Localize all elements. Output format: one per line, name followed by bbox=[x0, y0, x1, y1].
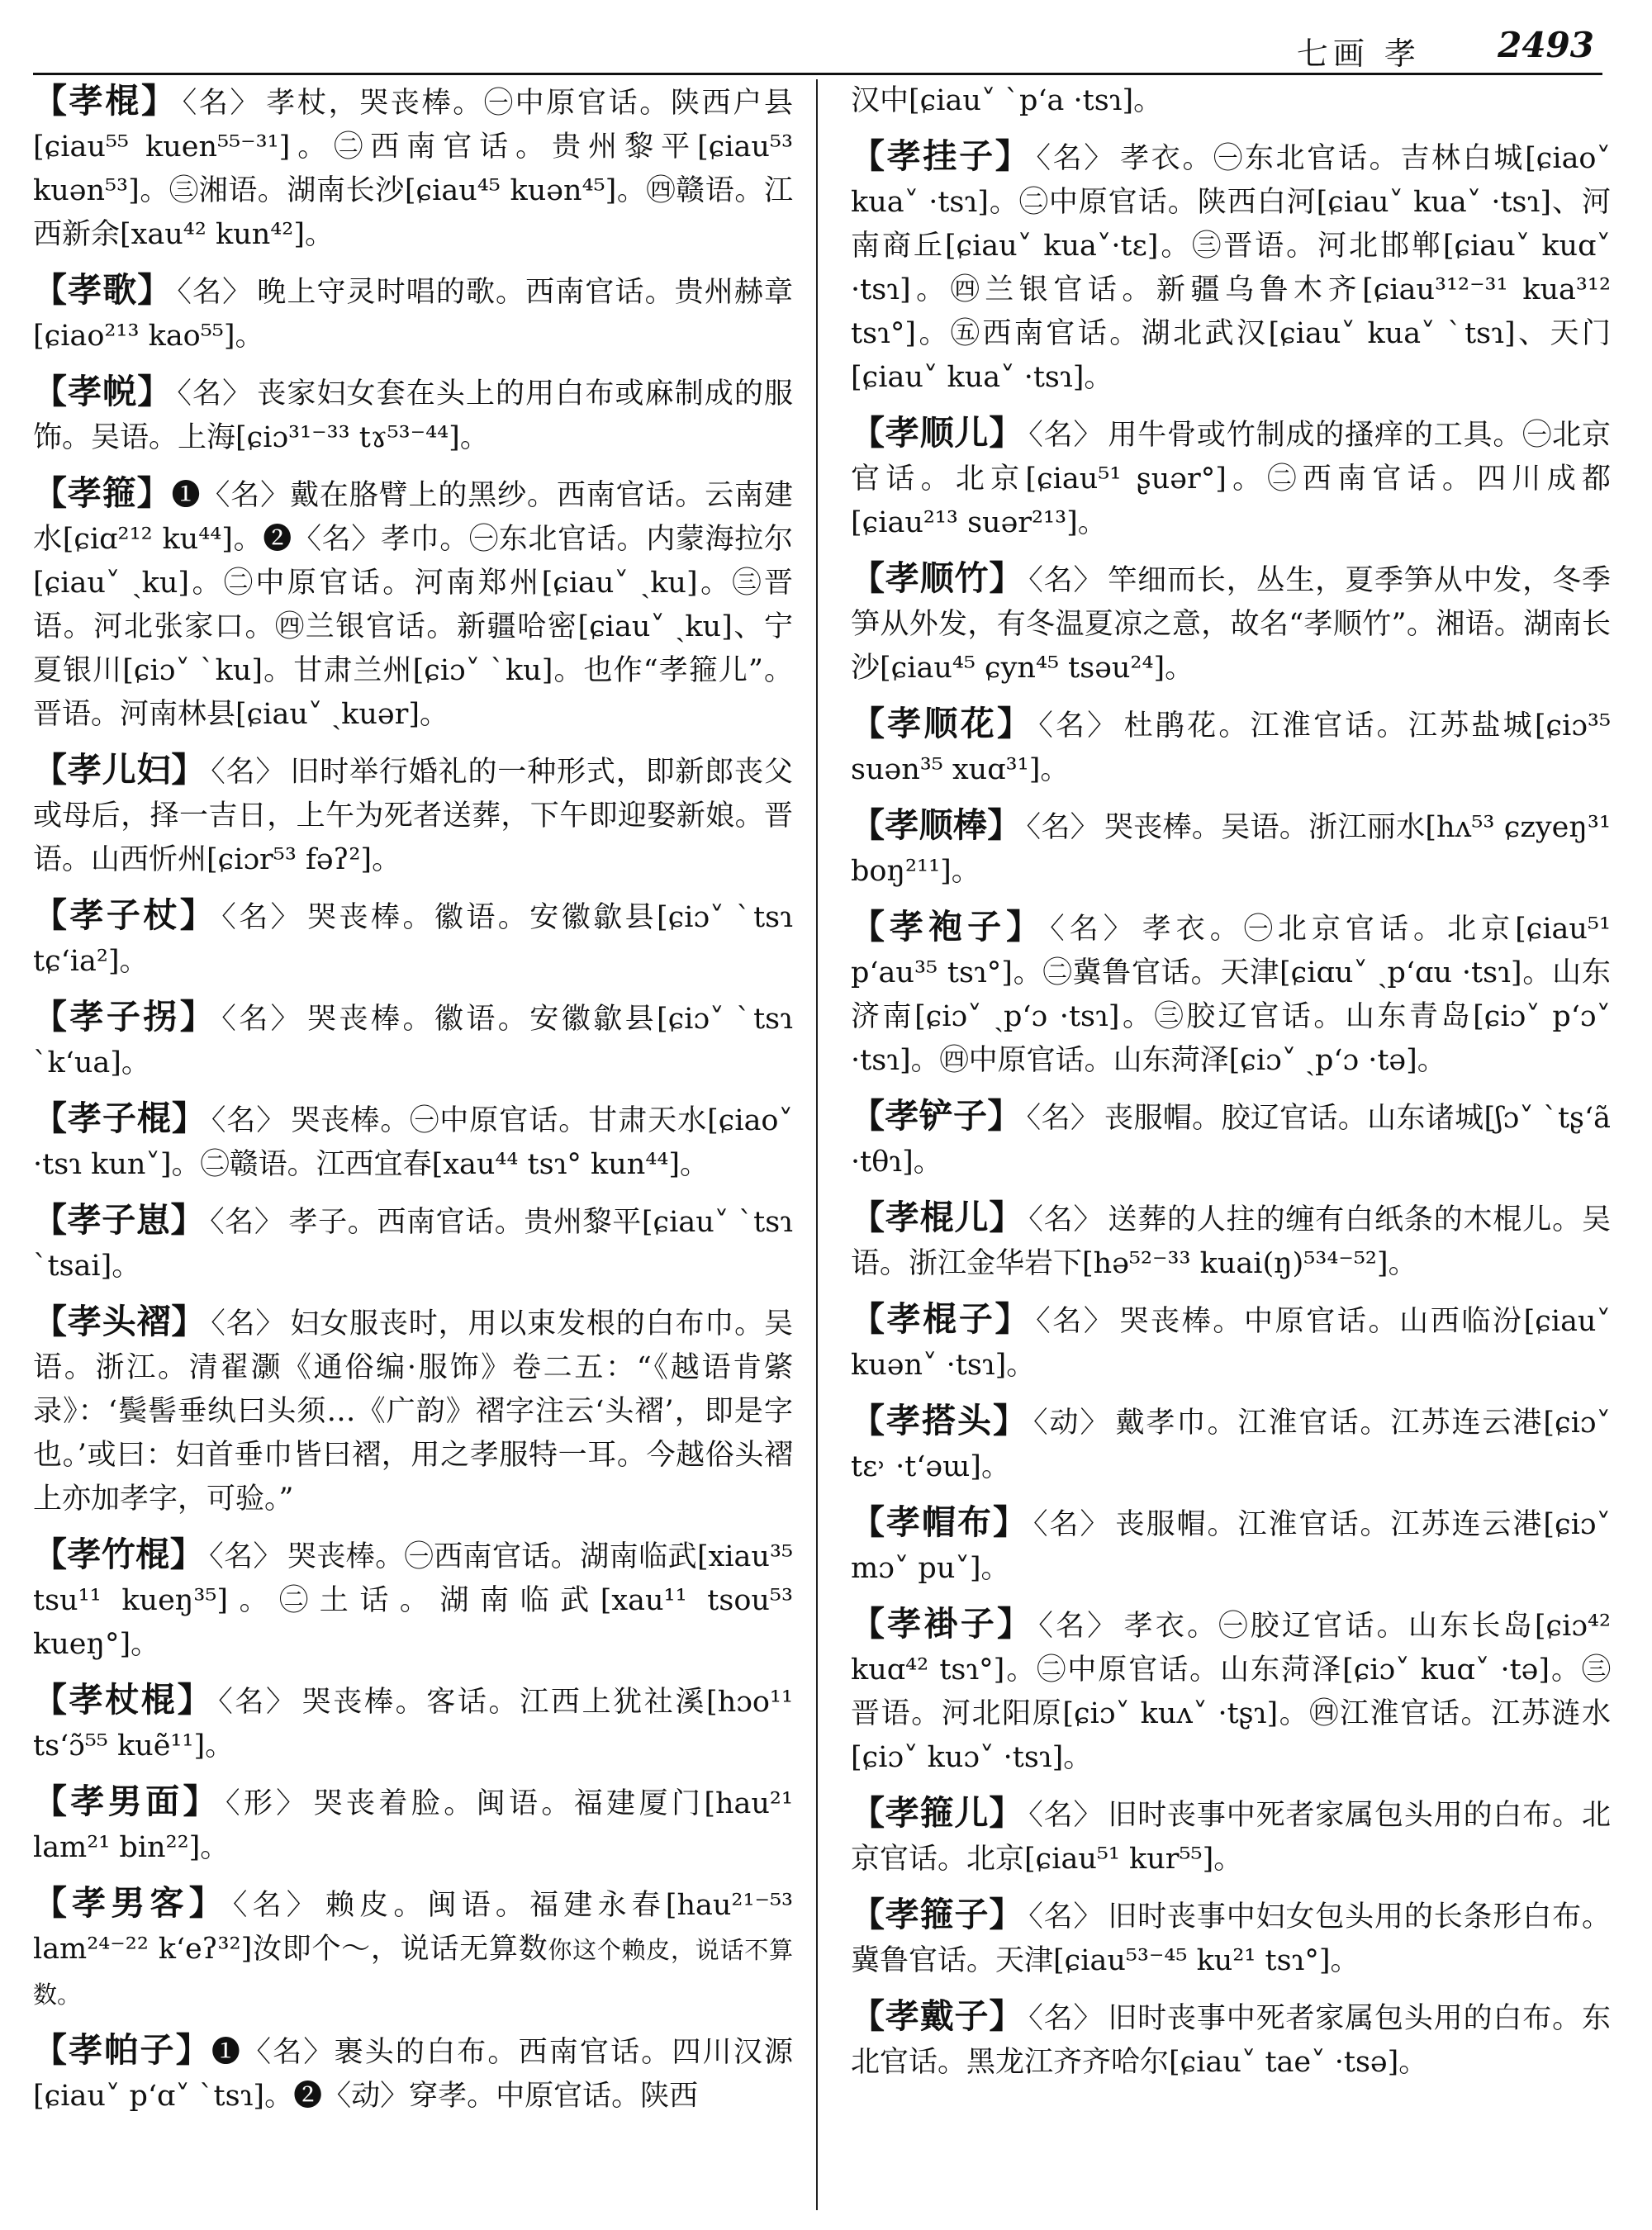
dictionary-entry bbox=[851, 1995, 1611, 2085]
entry-definition: 赖皮。闽语。福建永春[hau²¹⁻⁵³ lam²⁴⁻²² kʻeʔ³²]汝即个～，说话无算数 bbox=[33, 1889, 794, 1966]
entry-headword: 【孝子棍】 bbox=[33, 1098, 206, 1138]
entry-part-of-speech: 〈动〉 bbox=[1032, 1407, 1111, 1440]
entry-headword: 【孝子拐】 bbox=[33, 997, 217, 1037]
entry-definition: 孝衣。㊀北京官话。北京[ɕiau⁵¹ pʻau³⁵ tsɿ°]。㊁冀鲁官话。天津[ɕiɑu˅ ˏpʻɑu ·tsɿ]。山东济南[ɕiɔ˅ ˏpʻɔ ·tsɿ]。㊂胶辽官话。山东青岛[ɕiɔ˅ pʻɔ˅ ·tsɿ]。㊃中原官话。山东菏泽[ɕiɔ˅ ˏpʻɔ ·tə]。 bbox=[851, 913, 1611, 1077]
dictionary-entry bbox=[33, 995, 793, 1085]
dictionary-entry bbox=[33, 1097, 793, 1187]
dictionary-entry bbox=[851, 1893, 1611, 1983]
entry-definition: 哭丧棒。徽语。安徽歙县[ɕiɔ˅ ˋtsɿ ˋkʻua]。 bbox=[33, 1003, 793, 1079]
entry-part-of-speech: 〈名〉 bbox=[1026, 811, 1099, 844]
entry-part-of-speech: 〈名〉 bbox=[1038, 709, 1119, 743]
entry-definition: ❶〈名〉裹头的白布。西南官话。四川汉源[ɕiau˅ pʻɑ˅ ˋtsɿ]。❷〈动〉穿孝。中原官话。陕西 bbox=[33, 2036, 793, 2113]
entry-headword: 【孝铲子】 bbox=[851, 1096, 1022, 1136]
dictionary-entry bbox=[33, 894, 793, 984]
entry-headword: 【孝棍】 bbox=[33, 81, 178, 121]
entry-headword: 【孝男客】 bbox=[33, 1883, 228, 1923]
dictionary-entry bbox=[851, 702, 1611, 792]
entry-definition: 杜鹃花。江淮官话。江苏盐城[ɕiɔ³⁵ suən³⁵ xuɑ³¹]。 bbox=[851, 709, 1611, 786]
entry-definition: ❶〈名〉戴在胳臂上的黑纱。西南官话。云南建水[ɕiɑ²¹² ku⁴⁴]。❷〈名〉孝巾。㊀东北官话。内蒙海拉尔[ɕiau˅ ˏku]。㊁中原官话。河南郑州[ɕiau˅ ˏku]。㊂晋语。河北张家口。㊃兰银官话。新疆哈密[ɕiau˅ ˏku]、宁夏银川[ɕiɔ˅ ˋku]。甘肃兰州[ɕiɔ˅ ˋku]。也作“孝箍儿”。晋语。河南林县[ɕiau˅ ˏkuər]。 bbox=[33, 479, 793, 731]
entry-headword: 【孝歌】 bbox=[33, 270, 173, 310]
dictionary-entry bbox=[851, 411, 1611, 545]
dictionary-entry bbox=[851, 79, 1611, 123]
entry-part-of-speech: 〈名〉 bbox=[182, 87, 262, 120]
entry-definition: 哭丧棒。㊀中原官话。甘肃天水[ɕiao˅ ·tsɿ kun˅]。㊁赣语。江西宜春[xau⁴⁴ tsɿ° kun⁴⁴]。 bbox=[33, 1104, 794, 1181]
entry-headword: 【孝帨】 bbox=[33, 372, 173, 411]
entry-headword: 【孝顺竹】 bbox=[851, 558, 1024, 598]
entry-part-of-speech: 〈名〉 bbox=[177, 377, 253, 410]
dictionary-entry bbox=[33, 1198, 793, 1288]
entry-headword: 【孝帽布】 bbox=[851, 1502, 1028, 1542]
dictionary-entry bbox=[33, 370, 793, 460]
dictionary-entry bbox=[851, 1094, 1611, 1184]
entry-gloss-note: 你这个赖皮，说话不算数。 bbox=[33, 1936, 793, 2009]
entry-headword: 【孝顺儿】 bbox=[851, 413, 1024, 453]
entry-headword: 【孝杖棍】 bbox=[33, 1680, 214, 1720]
entry-part-of-speech: 〈名〉 bbox=[209, 1540, 282, 1573]
entry-headword: 【孝袍子】 bbox=[851, 907, 1046, 947]
entry-headword: 【孝头褶】 bbox=[33, 1302, 206, 1341]
dictionary-entry bbox=[33, 268, 793, 358]
entry-headword: 【孝儿妇】 bbox=[33, 750, 206, 790]
entry-headword: 【孝箍儿】 bbox=[851, 1793, 1024, 1833]
entry-part-of-speech: 〈名〉 bbox=[1028, 419, 1104, 452]
entry-definition: 孝杖，哭丧棒。㊀中原官话。陕西户县[ɕiau⁵⁵ kuen⁵⁵⁻³¹]。㊁西南官话。贵州黎平[ɕiau⁵³ kuən⁵³]。㊂湘语。湖南长沙[ɕiau⁴⁵ kuən⁴⁵]。㊃赣语。江西新余[xau⁴² kun⁴²]。 bbox=[33, 87, 793, 251]
entry-headword: 【孝箍子】 bbox=[851, 1895, 1024, 1934]
dictionary-entry bbox=[851, 1399, 1611, 1489]
entry-part-of-speech: 〈名〉 bbox=[1028, 564, 1104, 597]
dictionary-entry bbox=[33, 472, 793, 737]
page-number: 2493 bbox=[1498, 25, 1594, 65]
entry-definition: 哭丧棒。中原官话。山西临汾[ɕiau˅ kuən˅ ·tsɿ]。 bbox=[851, 1305, 1611, 1382]
entry-definition: 旧时举行婚礼的一种形式，即新郎丧父或母后，择一吉日，上午为死者送葬，下午即迎娶新娘。晋语。山西忻州[ɕiɔr⁵³ fəʔ²]。 bbox=[33, 756, 793, 876]
dictionary-entry bbox=[33, 2028, 793, 2118]
entry-headword: 【孝戴子】 bbox=[851, 1996, 1024, 2036]
entry-headword: 【孝子崽】 bbox=[33, 1200, 206, 1240]
entry-part-of-speech: 〈名〉 bbox=[211, 1307, 286, 1340]
entry-definition: 送葬的人拄的缠有白纸条的木棍儿。吴语。浙江金华岩下[hə⁵²⁻³³ kuai(ŋ)⁵³⁴⁻⁵²]。 bbox=[851, 1203, 1611, 1280]
entry-headword: 【孝挂子】 bbox=[851, 136, 1032, 176]
entry-part-of-speech: 〈名〉 bbox=[1028, 1203, 1104, 1236]
entry-definition: 哭丧棒。㊀西南官话。湖南临武[xiau³⁵ tsu¹¹ kueŋ³⁵]。㊁土话。湖南临武[xau¹¹ tsou⁵³ kueŋ°]。 bbox=[33, 1540, 794, 1661]
dictionary-entry bbox=[851, 135, 1611, 400]
entry-headword: 【孝搭头】 bbox=[851, 1401, 1028, 1440]
dictionary-entry bbox=[851, 557, 1611, 690]
entry-headword: 【孝顺棒】 bbox=[851, 805, 1022, 845]
dictionary-entry bbox=[33, 1300, 793, 1521]
entry-definition: 丧服帽。胶辽官话。山东诸城[ʃɔ˅ ˋtʂʻã ·tθɿ]。 bbox=[851, 1102, 1612, 1179]
entry-definition: 哭丧棒。吴语。浙江丽水[hʌ⁵³ ɕzyeŋ³¹ boŋ²¹¹]。 bbox=[851, 811, 1611, 888]
entry-definition: 哭丧棒。客话。江西上犹社溪[hɔo¹¹ tsʻɔ̃⁵⁵ kuẽ¹¹]。 bbox=[33, 1686, 793, 1763]
dictionary-entry bbox=[33, 748, 793, 882]
entry-definition: 丧服帽。江淮官话。江苏连云港[ɕiɔ˅ mɔ˅ pu˅]。 bbox=[851, 1508, 1611, 1585]
section-title: 七画 孝 bbox=[1296, 36, 1421, 72]
dictionary-entry bbox=[33, 79, 793, 257]
entry-definition: 哭丧着脸。闽语。福建厦门[hau²¹ lam²¹ bin²²]。 bbox=[33, 1787, 793, 1864]
entry-part-of-speech: 〈名〉 bbox=[1038, 1610, 1119, 1643]
entry-part-of-speech: 〈名〉 bbox=[221, 901, 303, 934]
dictionary-entry bbox=[851, 1791, 1611, 1881]
entry-definition: 孝衣。㊀胶辽官话。山东长岛[ɕiɔ⁴² kuɑ⁴² tsɿ°]。㊁中原官话。山东菏泽[ɕiɔ˅ kuɑ˅ ·tə]。㊂晋语。河北阳原[ɕiɔ˅ kuʌ˅ ·tʂɿ]。㊃江淮官话。江苏涟水[ɕiɔ˅ kuɔ˅ ·tsɿ]。 bbox=[851, 1610, 1611, 1774]
entry-definition: 丧家妇女套在头上的用白布或麻制成的服饰。吴语。上海[ɕiɔ³¹⁻³³ tɤ⁵³⁻⁴⁴]。 bbox=[33, 377, 793, 454]
entry-headword: 【孝竹棍】 bbox=[33, 1535, 205, 1574]
entry-definition: 孝衣。㊀东北官话。吉林白城[ɕiao˅ kua˅ ·tsɿ]。㊁中原官话。陕西白河[ɕiau˅ kua˅ ·tsɿ]、河南商丘[ɕiau˅ kua˅·tɛ]。㊂晋语。河北邯郸[ɕiau˅ kuɑ˅ ·tsɿ]。㊃兰银官话。新疆乌鲁木齐[ɕiau³¹²⁻³¹ kua³¹² tsɿ°]。㊄西南官话。湖北武汉[ɕiau˅ kua˅ ˋtsɿ]、天门[ɕiau˅ kua˅ ·tsɿ]。 bbox=[851, 142, 1612, 394]
entry-definition: 戴孝巾。江淮官话。江苏连云港[ɕiɔ˅ tɛ˒ ·tʻəɯ]。 bbox=[851, 1407, 1611, 1483]
right-column bbox=[851, 79, 1611, 2096]
entry-definition: 孝子。西南官话。贵州黎平[ɕiau˅ ˋtsɿ ˋtsai]。 bbox=[33, 1206, 793, 1283]
dictionary-entry bbox=[33, 1533, 793, 1667]
entry-definition: 竿细而长，丛生，夏季笋从中发，冬季笋从外发，有冬温夏凉之意，故名“孝顺竹”。湘语。湖南长沙[ɕiau⁴⁵ ɕyn⁴⁵ tsəu²⁴]。 bbox=[851, 564, 1611, 685]
entry-headword: 【孝帕子】 bbox=[33, 2030, 211, 2070]
entry-part-of-speech: 〈名〉 bbox=[1036, 142, 1116, 175]
entry-part-of-speech: 〈名〉 bbox=[211, 756, 286, 789]
dictionary-entry bbox=[851, 1602, 1611, 1780]
entry-part-of-speech: 〈名〉 bbox=[177, 276, 253, 309]
dictionary-entry bbox=[851, 804, 1611, 894]
entry-headword: 【孝棍子】 bbox=[851, 1299, 1032, 1339]
dictionary-entry bbox=[851, 905, 1611, 1083]
entry-definition: 旧时丧事中死者家属包头用的白布。东北官话。黑龙江齐齐哈尔[ɕiau˅ tae˅ ·tsə]。 bbox=[851, 2002, 1611, 2079]
entry-definition: 旧时丧事中死者家属包头用的白布。北京官话。北京[ɕiau⁵¹ kur⁵⁵]。 bbox=[851, 1799, 1611, 1876]
page-header bbox=[33, 15, 1602, 75]
dictionary-entry bbox=[851, 1501, 1611, 1591]
entry-part-of-speech: 〈名〉 bbox=[1028, 2002, 1104, 2035]
entry-headword: 【孝男面】 bbox=[33, 1782, 221, 1821]
entry-headword: 【孝顺花】 bbox=[851, 704, 1034, 743]
dictionary-entry bbox=[33, 1780, 793, 1870]
entry-part-of-speech: 〈名〉 bbox=[1050, 913, 1137, 946]
entry-definition: 旧时丧事中妇女包头用的长条形白布。冀鲁官话。天津[ɕiau⁵³⁻⁴⁵ ku²¹ tsɿ°]。 bbox=[851, 1900, 1611, 1977]
entry-part-of-speech: 〈名〉 bbox=[218, 1686, 297, 1719]
entry-headword: 【孝棍儿】 bbox=[851, 1198, 1024, 1237]
entry-part-of-speech: 〈名〉 bbox=[210, 1206, 284, 1239]
column-divider bbox=[816, 79, 818, 2210]
entry-definition: 哭丧棒。徽语。安徽歙县[ɕiɔ˅ ˋtsɿ tɕʻia²]。 bbox=[33, 901, 793, 978]
entry-part-of-speech: 〈名〉 bbox=[221, 1003, 303, 1036]
entry-headword: 【孝箍】 bbox=[33, 473, 172, 513]
entry-part-of-speech: 〈名〉 bbox=[1032, 1508, 1111, 1541]
entry-definition: 妇女服丧时，用以束发根的白布巾。吴语。浙江。清翟灏《通俗编·服饰》卷二五：“《越语肯綮录》：‘鬓髻垂纨曰头须…《广韵》褶字注云‘头褶’，即是字也。’或曰：妇首垂巾皆曰褶，用之孝服特一耳。今越俗头褶上亦加孝字，可验。” bbox=[33, 1307, 793, 1516]
entry-part-of-speech: 〈名〉 bbox=[1028, 1900, 1104, 1933]
dictionary-entry bbox=[851, 1298, 1611, 1388]
dictionary-entry bbox=[851, 1196, 1611, 1286]
dictionary-entry bbox=[33, 1881, 793, 2017]
entry-headword: 【孝子杖】 bbox=[33, 895, 217, 935]
entry-part-of-speech: 〈名〉 bbox=[211, 1104, 287, 1137]
entry-part-of-speech: 〈名〉 bbox=[232, 1889, 320, 1922]
entry-definition: 晚上守灵时唱的歌。西南官话。贵州赫章[ɕiao²¹³ kao⁵⁵]。 bbox=[33, 276, 793, 353]
entry-definition: 汉中[ɕiau˅ ˋpʻa ·tsɿ]。 bbox=[851, 84, 1163, 117]
dictionary-entry bbox=[33, 1678, 793, 1768]
entry-definition: 用牛骨或竹制成的搔痒的工具。㊀北京官话。北京[ɕiau⁵¹ ʂuər°]。㊁西南官话。四川成都[ɕiau²¹³ suər²¹³]。 bbox=[851, 419, 1611, 539]
entry-part-of-speech: 〈形〉 bbox=[225, 1787, 309, 1820]
left-column bbox=[33, 79, 793, 2130]
entry-part-of-speech: 〈名〉 bbox=[1036, 1305, 1115, 1338]
entry-part-of-speech: 〈名〉 bbox=[1028, 1799, 1104, 1832]
entry-headword: 【孝褂子】 bbox=[851, 1604, 1034, 1644]
entry-part-of-speech: 〈名〉 bbox=[1026, 1102, 1100, 1135]
